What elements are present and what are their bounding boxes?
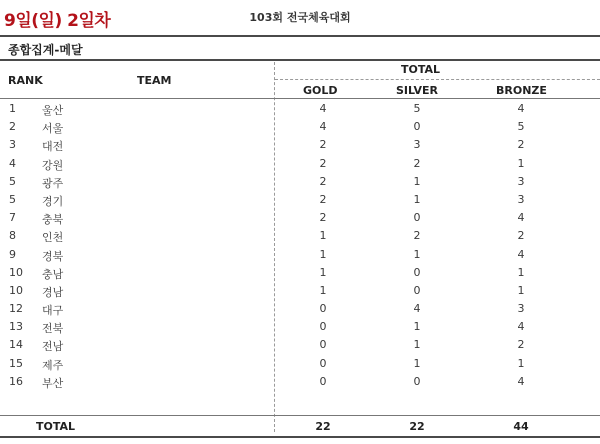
silver-cell: 4 — [413, 302, 421, 316]
header-rule — [0, 98, 600, 99]
team-cell: 충남 — [42, 267, 64, 281]
team-cell: 전남 — [42, 340, 64, 354]
total-silver: 22 — [409, 420, 425, 433]
gold-cell: 1 — [319, 247, 327, 261]
total-bronze: 44 — [513, 420, 529, 433]
bottom-rule — [0, 436, 600, 438]
team-cell: 전북 — [42, 322, 64, 336]
bronze-cell: 1 — [517, 356, 525, 370]
table-row — [0, 118, 600, 136]
rank-cell: 10 — [9, 283, 23, 297]
header-rank: RANK — [8, 74, 43, 87]
team-cell: 경남 — [42, 285, 64, 299]
bronze-cell: 4 — [517, 102, 525, 115]
gold-cell: 2 — [319, 138, 327, 152]
rank-cell: 7 — [9, 211, 16, 225]
silver-cell: 1 — [413, 247, 421, 261]
silver-cell: 2 — [413, 229, 421, 243]
rank-cell: 13 — [9, 320, 23, 334]
header-bronze: BRONZE — [496, 84, 547, 97]
gold-cell: 1 — [319, 283, 327, 297]
bronze-cell: 2 — [517, 338, 525, 352]
rank-cell: 9 — [9, 247, 16, 261]
rank-cell: 14 — [9, 338, 23, 352]
table-row — [0, 264, 600, 282]
silver-cell: 1 — [413, 192, 421, 206]
gold-cell: 4 — [319, 120, 327, 134]
gold-cell: 0 — [319, 320, 327, 334]
gold-cell: 2 — [319, 174, 327, 188]
bronze-cell: 1 — [517, 265, 525, 279]
header-gold: GOLD — [303, 84, 338, 97]
rank-cell: 3 — [9, 138, 16, 152]
table-row — [0, 173, 600, 191]
medal-table-body — [0, 100, 600, 391]
header-silver: SILVER — [396, 84, 439, 97]
table-row — [0, 209, 600, 227]
gold-cell: 2 — [319, 156, 327, 170]
silver-cell: 0 — [413, 374, 421, 388]
header-total: TOTAL — [401, 63, 441, 76]
table-row — [0, 300, 600, 318]
table-row — [0, 318, 600, 336]
total-gold: 22 — [315, 420, 331, 433]
bronze-cell: 1 — [517, 283, 525, 297]
header-team: TEAM — [137, 74, 172, 87]
bronze-cell: 3 — [517, 192, 525, 206]
team-cell: 제주 — [42, 358, 64, 372]
section-rule — [0, 59, 600, 61]
gold-cell: 1 — [319, 229, 327, 243]
team-cell: 대전 — [42, 140, 64, 154]
gold-cell: 1 — [319, 265, 327, 279]
gold-cell: 0 — [319, 374, 327, 388]
bronze-cell: 4 — [517, 247, 525, 261]
team-cell: 경북 — [42, 249, 64, 263]
table-row — [0, 227, 600, 245]
total-label: TOTAL — [36, 420, 76, 433]
gold-cell: 2 — [319, 211, 327, 225]
section-title: 종합집계-메달 — [8, 43, 83, 57]
bronze-cell: 4 — [517, 374, 525, 388]
rank-cell: 1 — [9, 102, 16, 115]
bronze-cell: 4 — [517, 211, 525, 225]
document-title: 103회 전국체육대회 — [249, 11, 351, 24]
team-cell: 경기 — [42, 194, 64, 208]
table-row — [0, 155, 600, 173]
bronze-cell: 2 — [517, 229, 525, 243]
gold-cell: 0 — [319, 302, 327, 316]
team-cell: 부산 — [42, 376, 64, 390]
table-row — [0, 100, 600, 118]
silver-cell: 5 — [413, 102, 421, 115]
rank-cell: 10 — [9, 265, 23, 279]
rank-cell: 4 — [9, 156, 16, 170]
gold-cell: 4 — [319, 102, 327, 115]
silver-cell: 3 — [413, 138, 421, 152]
bronze-cell: 1 — [517, 156, 525, 170]
team-cell: 서울 — [42, 122, 64, 136]
bronze-cell: 5 — [517, 120, 525, 134]
team-cell: 울산 — [42, 104, 64, 117]
silver-cell: 0 — [413, 120, 421, 134]
team-cell: 인천 — [42, 231, 64, 245]
table-row — [0, 355, 600, 373]
table-row — [0, 336, 600, 354]
bronze-cell: 3 — [517, 302, 525, 316]
team-cell: 대구 — [42, 304, 64, 318]
silver-cell: 1 — [413, 338, 421, 352]
total-top-rule — [0, 415, 600, 416]
silver-cell: 1 — [413, 174, 421, 188]
top-rule — [0, 35, 600, 37]
table-row — [0, 282, 600, 300]
team-cell: 강원 — [42, 158, 64, 172]
day-overlay-label: 9일(일) 2일차 — [4, 11, 111, 31]
silver-cell: 2 — [413, 156, 421, 170]
table-row — [0, 246, 600, 264]
silver-cell: 0 — [413, 211, 421, 225]
team-cell: 광주 — [42, 176, 64, 190]
gold-cell: 2 — [319, 192, 327, 206]
bronze-cell: 3 — [517, 174, 525, 188]
gold-cell: 0 — [319, 356, 327, 370]
rank-cell: 5 — [9, 174, 16, 188]
rank-cell: 8 — [9, 229, 16, 243]
bronze-cell: 2 — [517, 138, 525, 152]
rank-cell: 12 — [9, 302, 23, 316]
bronze-cell: 4 — [517, 320, 525, 334]
total-row — [0, 417, 600, 435]
rank-cell: 5 — [9, 192, 16, 206]
silver-cell: 1 — [413, 356, 421, 370]
table-row — [0, 373, 600, 391]
table-row — [0, 191, 600, 209]
total-group-divider — [275, 79, 600, 80]
silver-cell: 0 — [413, 265, 421, 279]
team-cell: 충북 — [42, 213, 64, 227]
silver-cell: 1 — [413, 320, 421, 334]
silver-cell: 0 — [413, 283, 421, 297]
table-row — [0, 136, 600, 154]
rank-cell: 16 — [9, 374, 23, 388]
rank-cell: 2 — [9, 120, 16, 134]
gold-cell: 0 — [319, 338, 327, 352]
rank-cell: 15 — [9, 356, 23, 370]
